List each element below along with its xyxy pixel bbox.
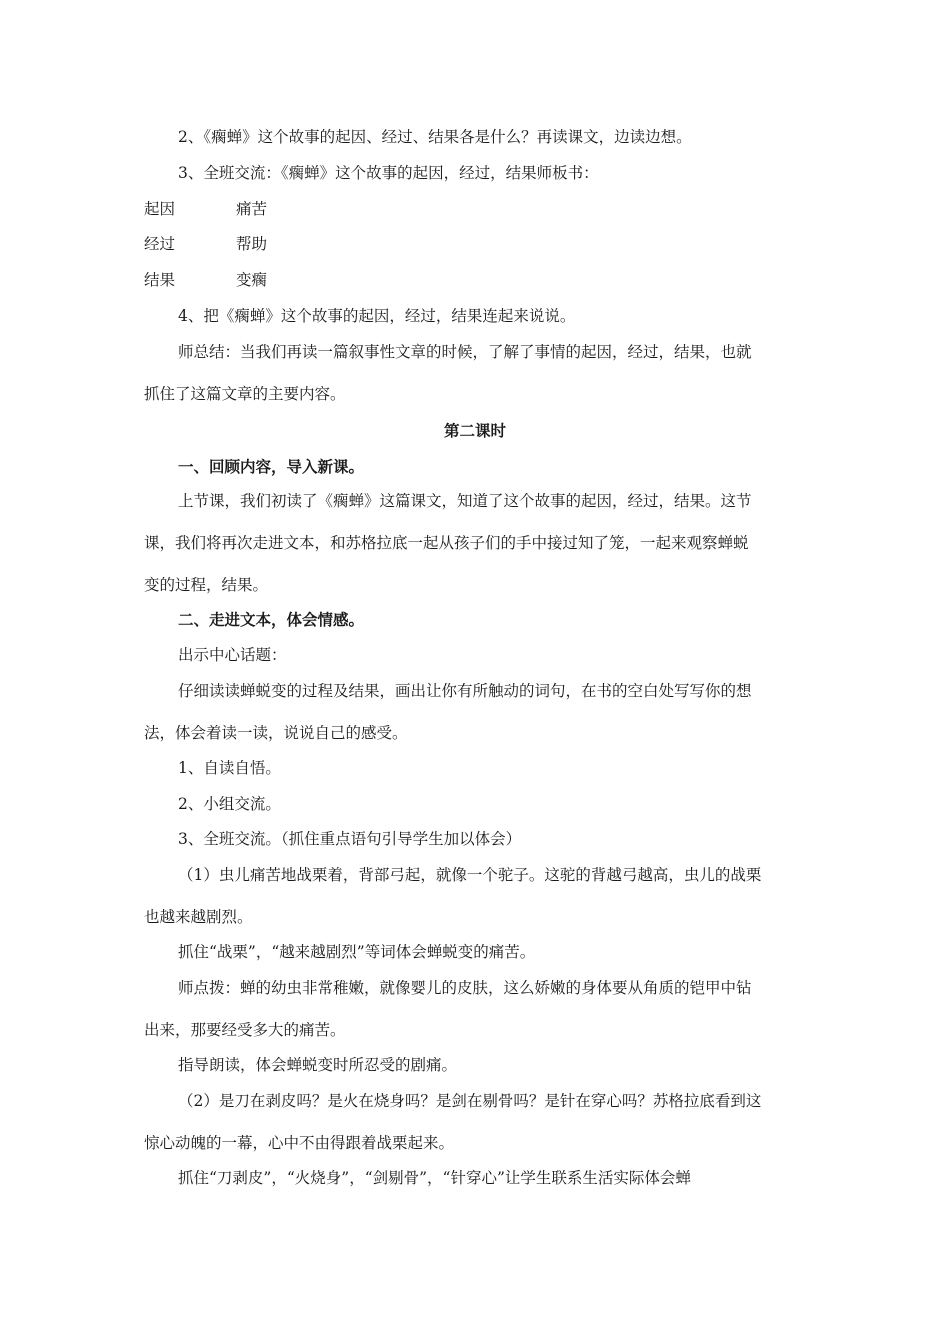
topic-label: 出示中心话题： <box>178 646 287 664</box>
board-term: 结果 <box>144 271 176 289</box>
teacher-tip-line-1: 师点拨：蝉的幼虫非常稚嫩，就像婴儿的皮肤，这么娇嫩的身体要从角质的铠甲中钻 <box>178 979 752 997</box>
review-line-1: 上节课，我们初读了《瘸蝉》这篇课文，知道了这个故事的起因，经过，结果。这节 <box>178 492 752 510</box>
sentence-1-line-1: （1）虫儿痛苦地战栗着，背部弓起，就像一个驼子。这驼的背越弓越高，虫儿的战栗 <box>178 866 762 884</box>
board-value: 帮助 <box>236 235 268 253</box>
section-heading-review: 一、回顾内容，导入新课。 <box>178 458 365 476</box>
board-row-process <box>144 234 267 254</box>
teacher-tip-line-2: 出来，那要经受多大的痛苦。 <box>144 1021 346 1039</box>
reading-guide: 指导朗读，体会蝉蜕变时所忍受的剧痛。 <box>178 1056 458 1074</box>
sentence-2-line-2: 惊心动魄的一幕，心中不由得跟着战栗起来。 <box>144 1134 455 1152</box>
step-1: 1、自读自悟。 <box>178 759 281 777</box>
board-row-cause <box>144 199 267 219</box>
paragraph-q4: 4、把《瘸蝉》这个故事的起因，经过，结果连起来说说。 <box>178 307 576 325</box>
summary-line-1: 师总结：当我们再读一篇叙事性文章的时候，了解了事情的起因，经过，结果，也就 <box>178 343 752 361</box>
step-2: 2、小组交流。 <box>178 795 281 813</box>
board-value: 变瘸 <box>236 271 268 289</box>
review-line-2: 课，我们将再次走进文本，和苏格拉底一起从孩子们的手中接过知了笼，一起来观察蝉蜕 <box>144 534 749 552</box>
board-term: 起因 <box>144 200 176 218</box>
lesson-title: 第二课时 <box>443 422 506 440</box>
sentence-2-focus: 抓住“刀剥皮”，“火烧身”，“剑剔骨”，“针穿心”让学生联系生活实际体会蝉 <box>178 1169 691 1187</box>
paragraph-q2: 2、《瘸蝉》这个故事的起因、经过、结果各是什么？再读课文，边读边想。 <box>178 128 692 146</box>
board-row-result <box>144 270 267 290</box>
board-term: 经过 <box>144 235 176 253</box>
topic-line-1: 仔细读读蝉蜕变的过程及结果，画出让你有所触动的词句，在书的空白处写写你的想 <box>178 682 752 700</box>
paragraph-q3: 3、全班交流：《瘸蝉》这个故事的起因，经过，结果师板书： <box>178 164 599 182</box>
topic-line-2: 法，体会着读一读，说说自己的感受。 <box>144 724 408 742</box>
board-value: 痛苦 <box>236 200 268 218</box>
sentence-1-line-2: 也越来越剧烈。 <box>144 908 253 926</box>
review-line-3: 变的过程，结果。 <box>144 576 269 594</box>
sentence-1-focus: 抓住“战栗”，“越来越剧烈”等词体会蝉蜕变的痛苦。 <box>178 943 536 961</box>
step-3: 3、全班交流。（抓住重点语句引导学生加以体会） <box>178 830 522 848</box>
summary-line-2: 抓住了这篇文章的主要内容。 <box>144 385 346 403</box>
sentence-2-line-1: （2）是刀在剥皮吗？是火在烧身吗？是剑在剔骨吗？是针在穿心吗？苏格拉底看到这 <box>178 1092 762 1110</box>
section-heading-text: 二、走进文本，体会情感。 <box>178 611 365 629</box>
